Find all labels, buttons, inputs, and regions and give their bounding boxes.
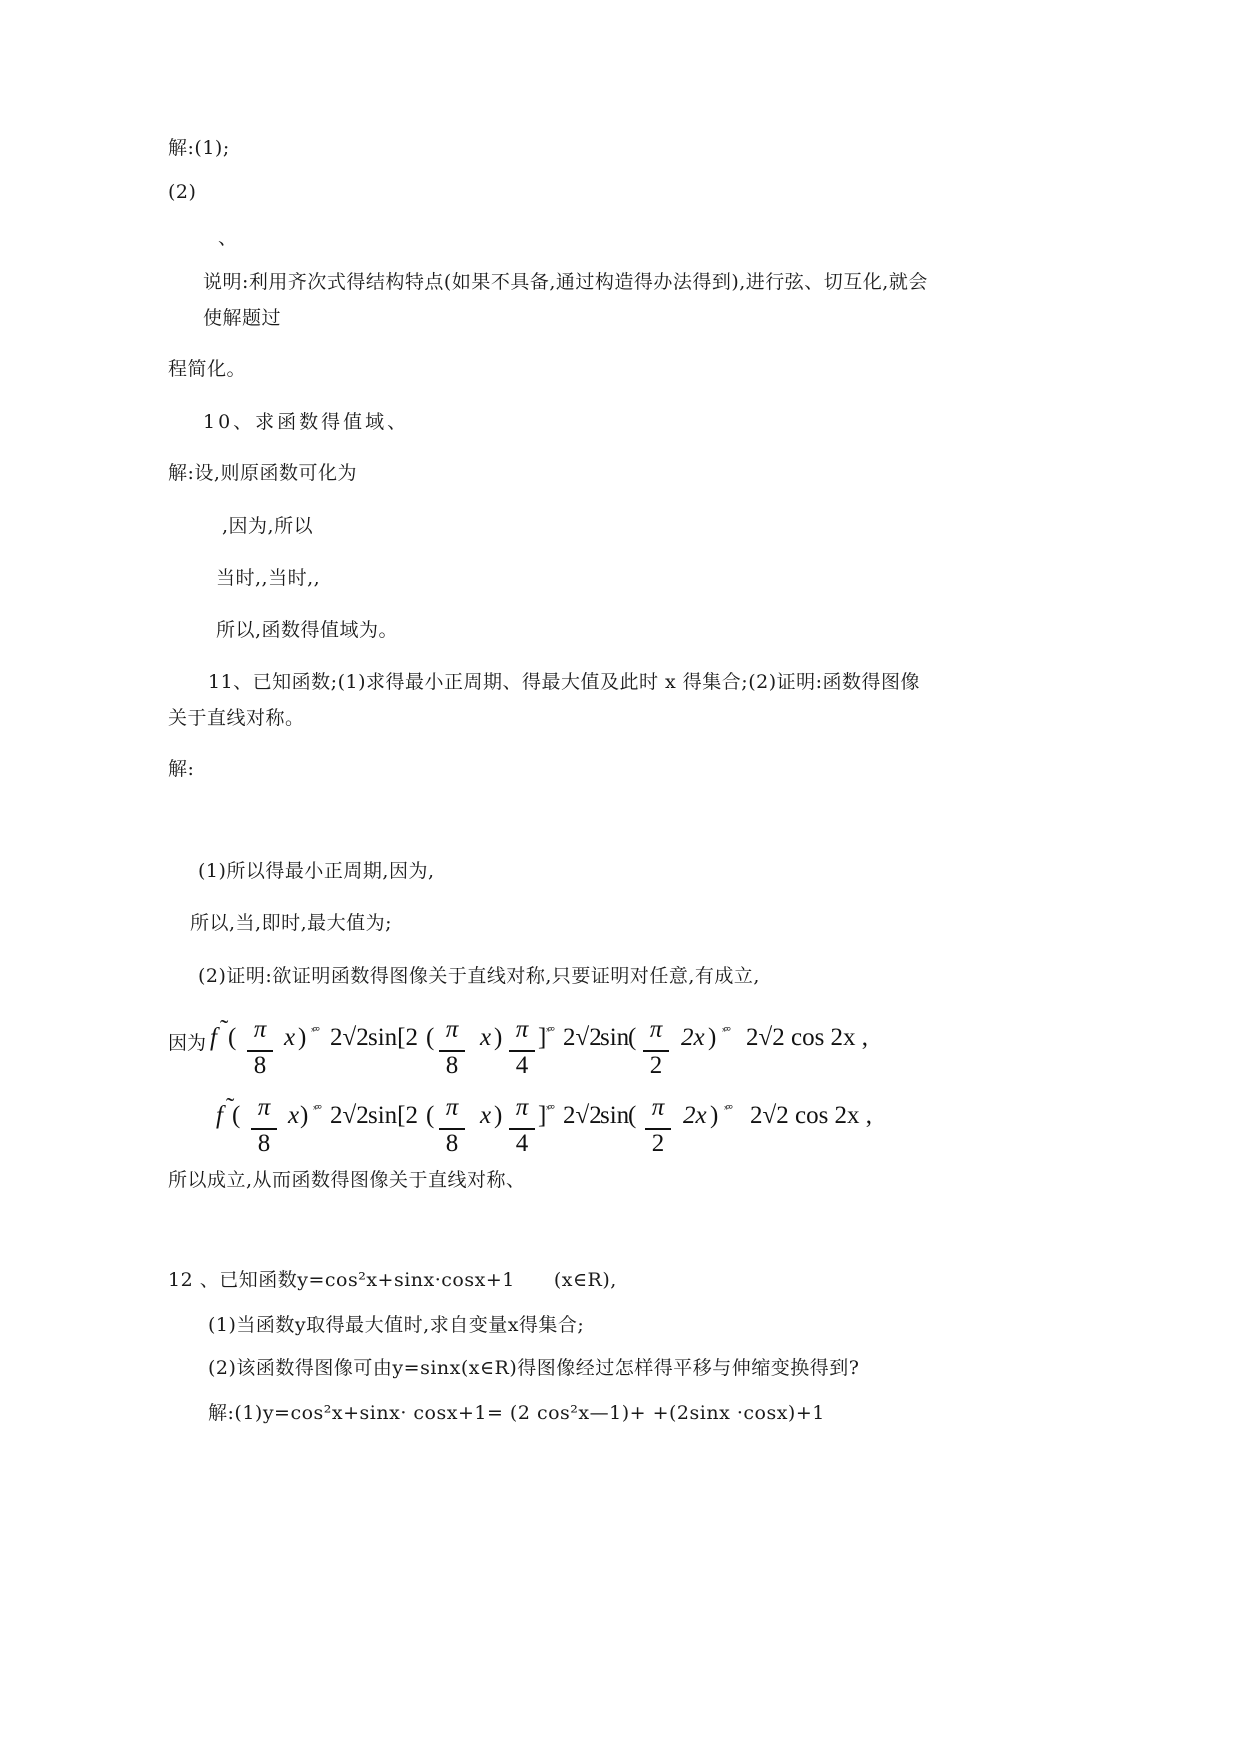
formula-symbol: ] [538,1024,547,1051]
formula-symbol: ) [710,1102,719,1129]
text-line: 所以成立,从而函数得图像关于直线对称、 [168,1169,526,1191]
text-line: 、 [218,227,238,249]
formula-symbol: ˣ°° [313,1102,321,1116]
formula-symbol: x [288,1102,300,1129]
text-line: 12 、已知函数y=cos²x+sinx·cosx+1 (x∈R), [168,1269,617,1291]
text-line: 解:(1); [168,137,230,159]
formula-lead: 因为 [168,1032,207,1054]
formula-symbol: ( [232,1102,241,1129]
formula-symbol: 2√2 [563,1102,602,1129]
formula-symbol: x [480,1102,492,1129]
formula-symbol: ( [426,1024,435,1051]
text-line: 解:(1)y=cos²x+sinx· cosx+1= (2 cos²x—1)+ +(2sinx ·cosx)+1 [208,1402,825,1424]
formula-symbol: 2x [681,1024,705,1051]
text-line: 所以,当,即时,最大值为; [190,912,393,934]
text-line: 解:设,则原函数可化为 [168,462,357,484]
formula-symbol: ( [426,1102,435,1129]
formula-symbol: f [210,1024,217,1051]
formula-symbol: ( [628,1024,637,1051]
text-line: (2)该函数得图像可由y=sinx(x∈R)得图像经过怎样得平移与伸缩变换得到? [208,1357,860,1379]
formula-symbol: ˜ [220,1016,229,1043]
formula-symbol: 2x [683,1102,707,1129]
formula-symbol: ˜ [226,1094,235,1121]
text-line: (2) [168,181,197,203]
formula-line-2: f ˜ ( π 8 x ) ˣ°° 2√2 sin[2 ( π 8 x ) π 4 ] ˣ°° 2√2 sin ( π 2 2x ) ˣ°° 2√2 cos 2x , [216,1094,873,1157]
formula-symbol: ˣ°° [311,1024,319,1038]
formula-symbol: 2√2 [563,1024,602,1051]
text-line: 程简化。 [168,358,247,380]
text-line: 说明:利用齐次式得结构特点(如果不具备,通过构造得办法得到),进行弦、切互化,就会 [203,271,928,293]
formula-symbol: 2√2 [330,1102,369,1129]
formula-symbol: sin[2 [368,1102,418,1129]
text-line: 所以,函数得值域为。 [216,619,399,641]
text-line: (1)当函数y取得最大值时,求自变量x得集合; [208,1314,585,1336]
formula-symbol: ˣ°° [724,1102,732,1116]
formula-symbol: x [480,1024,492,1051]
formula-symbol: ] [538,1102,547,1129]
formula-symbol: ) [300,1102,309,1129]
formula-symbol: f [216,1102,223,1129]
formula-symbol: ( [228,1024,237,1051]
formula-symbol: ˣ°° [722,1024,730,1038]
text-line: 关于直线对称。 [168,707,305,729]
text-line: 解: [168,758,195,780]
text-line: 当时,,当时,, [216,567,321,589]
text-line: 11、已知函数;(1)求得最小正周期、得最大值及此时 x 得集合;(2)证明:函数得图像 [208,671,921,693]
formula-symbol: 2√2 cos 2x , [750,1102,873,1129]
formula-symbol: ) [298,1024,307,1051]
formula-symbol: ˣ°° [546,1102,554,1116]
formula-line-1: 因为 f ˜ ( π 8 x ) ˣ°° 2√2 sin[2 ( π 8 x ) π 4 ] ˣ°° 2√2 sin ( π 2 2x ) ˣ°° 2√2 cos 2x , [168,1016,869,1079]
text-line: ,因为,所以 [222,515,314,537]
text-line: (1)所以得最小正周期,因为, [198,860,435,882]
text-line: 使解题过 [203,307,282,329]
formula-symbol: ˣ°° [546,1024,554,1038]
formula-symbol: 2√2 cos 2x , [746,1024,869,1051]
formula-symbol: sin[2 [368,1024,418,1051]
formula-symbol: ) [494,1102,503,1129]
formula-symbol: 2√2 [330,1024,369,1051]
formula-symbol: sin [600,1102,630,1129]
text-line: (2)证明:欲证明函数得图像关于直线对称,只要证明对任意,有成立, [198,965,760,987]
formula-symbol: ) [494,1024,503,1051]
text-line: 10、求函数得值域、 [203,411,410,433]
formula-symbol: sin [600,1024,630,1051]
formula-symbol: ( [628,1102,637,1129]
formula-symbol: x [284,1024,296,1051]
formula-symbol: ) [708,1024,717,1051]
